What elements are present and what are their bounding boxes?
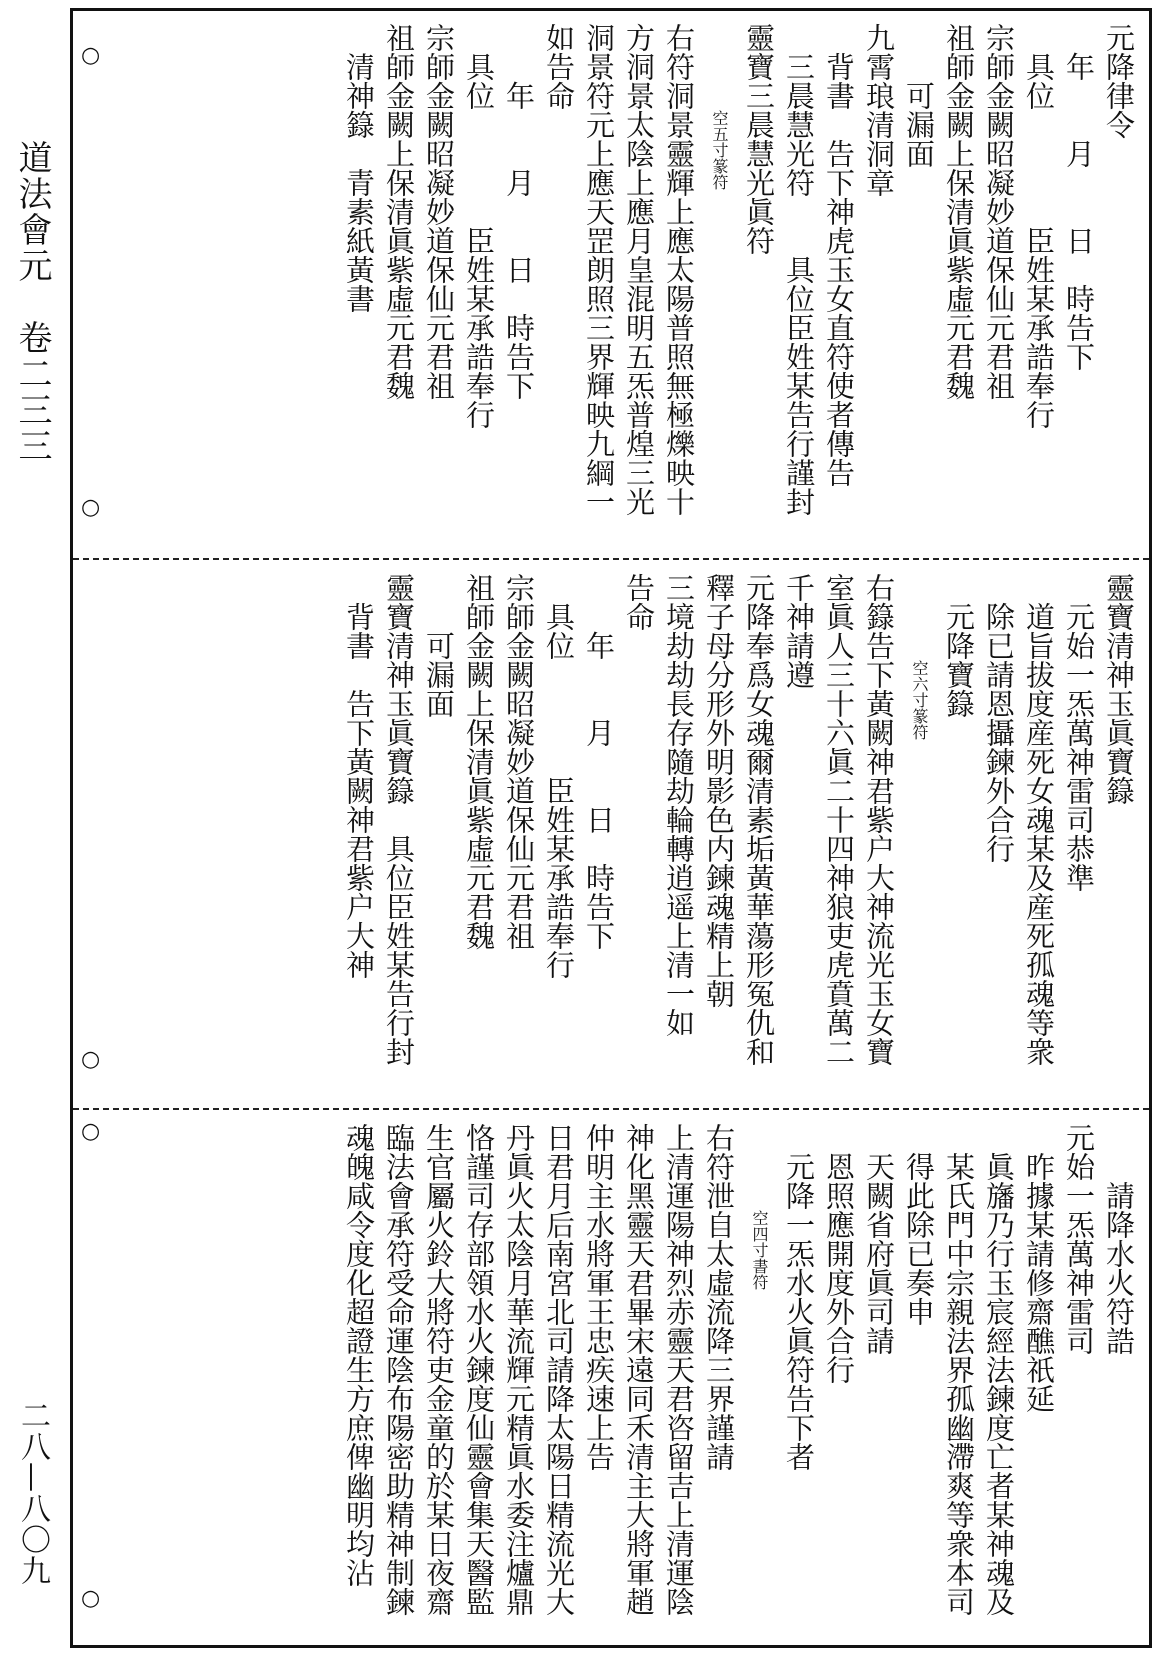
text-column: 三晨慧光符 具位臣姓某告行謹封	[782, 52, 816, 516]
text-column: 請降水火符誥	[1102, 1181, 1136, 1355]
text-column: 宗師金闕昭凝妙道保仙元君祖	[502, 573, 536, 950]
panel-divider	[73, 1108, 1149, 1110]
text-column: 如告命	[542, 23, 576, 110]
text-column: 丹眞火太陰月華流輝元精眞水委注爐鼎	[502, 1123, 536, 1616]
circle-marker: ○	[81, 1586, 101, 1611]
text-panel-2	[73, 561, 1149, 1106]
text-column: 背書 告下黃闕神君紫户大神	[342, 602, 376, 979]
text-column: 生官屬火鈴大將符吏金童的於某日夜齋	[422, 1123, 456, 1616]
text-column: 年 月 日 時告下	[582, 631, 616, 950]
text-column: 空四寸書符	[750, 1210, 769, 1290]
text-column: 恩照應開度外合行	[822, 1152, 856, 1384]
text-column: 具位 臣姓某承誥奉行	[542, 602, 576, 979]
text-column: 魂魄咸令度化超證生方庶俾幽明均沾	[342, 1123, 376, 1587]
text-panel-1	[73, 11, 1149, 556]
page-frame	[70, 8, 1152, 1648]
text-column: 右符泄自太虛流降三界謹請	[702, 1123, 736, 1471]
circle-marker: ○	[81, 43, 101, 68]
text-column: 祖師金闕上保清眞紫虛元君魏	[942, 23, 976, 400]
text-column: 可漏面	[902, 81, 936, 168]
text-column: 某氏門中宗親法界孤幽滯爽等衆本司	[942, 1152, 976, 1616]
text-column: 天闕省府眞司請	[862, 1152, 896, 1355]
text-column: 元始一炁萬神雷司	[1062, 1123, 1096, 1355]
text-column: 空五寸篆符	[710, 110, 729, 190]
circle-marker: ○	[81, 495, 101, 520]
text-column: 臨法會承符受命運陰布陽密助精神制鍊	[382, 1123, 416, 1616]
text-column: 元降律令	[1102, 23, 1136, 139]
page-number: 二八—八〇九	[15, 1400, 50, 1586]
text-column: 具位 臣姓某承誥奉行	[462, 52, 496, 429]
text-column: 靈寶清神玉眞寶籙 具位臣姓某告行封	[382, 573, 416, 1066]
text-column: 方洞景太陰上應月皇混明五炁普煌三光	[622, 23, 656, 516]
circle-marker: ○	[81, 1047, 101, 1072]
text-column: 靈寶三晨慧光眞符	[742, 23, 776, 255]
text-column: 告命	[622, 573, 656, 631]
text-column: 右籙告下黃闕神君紫户大神流光玉女寶	[862, 573, 896, 1066]
text-column: 道旨拔度産死女魂某及産死孤魂等衆	[1022, 602, 1056, 1066]
text-column: 元降一炁水火眞符告下者	[782, 1152, 816, 1471]
text-column: 年 月 日 時告下	[1062, 52, 1096, 371]
text-column: 仲明主水將軍王忠疾速上告	[582, 1123, 616, 1471]
text-column: 宗師金闕昭凝妙道保仙元君祖	[982, 23, 1016, 400]
text-column: 千神請遵	[782, 573, 816, 689]
text-column: 日君月后南宮北司請降太陽日精流光大	[542, 1123, 576, 1616]
text-column: 眞旛乃行玉宸經法鍊度亡者某神魂及	[982, 1152, 1016, 1616]
text-column: 神化黑靈天君畢宋遠同禾清主大將軍趙	[622, 1123, 656, 1616]
text-column: 元降寶籙	[942, 602, 976, 718]
text-column: 空六寸篆符	[910, 660, 929, 740]
column-container	[133, 11, 1139, 556]
text-column: 年 月 日 時告下	[502, 81, 536, 400]
text-panel-3	[73, 1111, 1149, 1648]
text-column: 除已請恩攝鍊外合行	[982, 602, 1016, 863]
column-container	[133, 1111, 1139, 1648]
text-column: 祖師金闕上保清眞紫虛元君魏	[462, 573, 496, 950]
text-column: 可漏面	[422, 631, 456, 718]
text-column: 靈寶清神玉眞寶籙	[1102, 573, 1136, 805]
text-column: 室眞人三十六眞二十四神狼吏虎賁萬二	[822, 573, 856, 1066]
text-column: 恪謹司存部領水火鍊度仙靈會集天醫監	[462, 1123, 496, 1616]
circle-marker: ○	[81, 1119, 101, 1144]
panel-divider	[73, 558, 1149, 560]
book-title: 道法會元 卷二三三	[12, 140, 52, 464]
text-column: 上清運陽神烈赤靈天君咨留吉上清運陰	[662, 1123, 696, 1616]
text-column: 元降奉爲女魂爾清素垢黃華蕩形冤仇和	[742, 573, 776, 1066]
column-container	[133, 561, 1139, 1106]
text-column: 昨據某請修齋醮祇延	[1022, 1152, 1056, 1413]
text-column: 釋子母分形外明影色内鍊魂精上朝	[702, 573, 736, 1008]
text-column: 洞景符元上應天罡朗照三界輝映九綱一	[582, 23, 616, 516]
text-column: 右符洞景靈輝上應太陽普照無極爍映十	[662, 23, 696, 516]
text-column: 三境劫劫長存隨劫輪轉逍遥上清一如	[662, 573, 696, 1037]
text-column: 具位 臣姓某承誥奉行	[1022, 52, 1056, 429]
text-column: 元始一炁萬神雷司恭準	[1062, 602, 1096, 892]
text-column: 祖師金闕上保清眞紫虛元君魏	[382, 23, 416, 400]
text-column: 九霄琅清洞章	[862, 23, 896, 197]
text-column: 宗師金闕昭凝妙道保仙元君祖	[422, 23, 456, 400]
text-column: 清神籙 青素紙黃書	[342, 52, 376, 313]
text-column: 背書 告下神虎玉女直符使者傳告	[822, 52, 856, 487]
text-column: 得此除已奏申	[902, 1152, 936, 1326]
